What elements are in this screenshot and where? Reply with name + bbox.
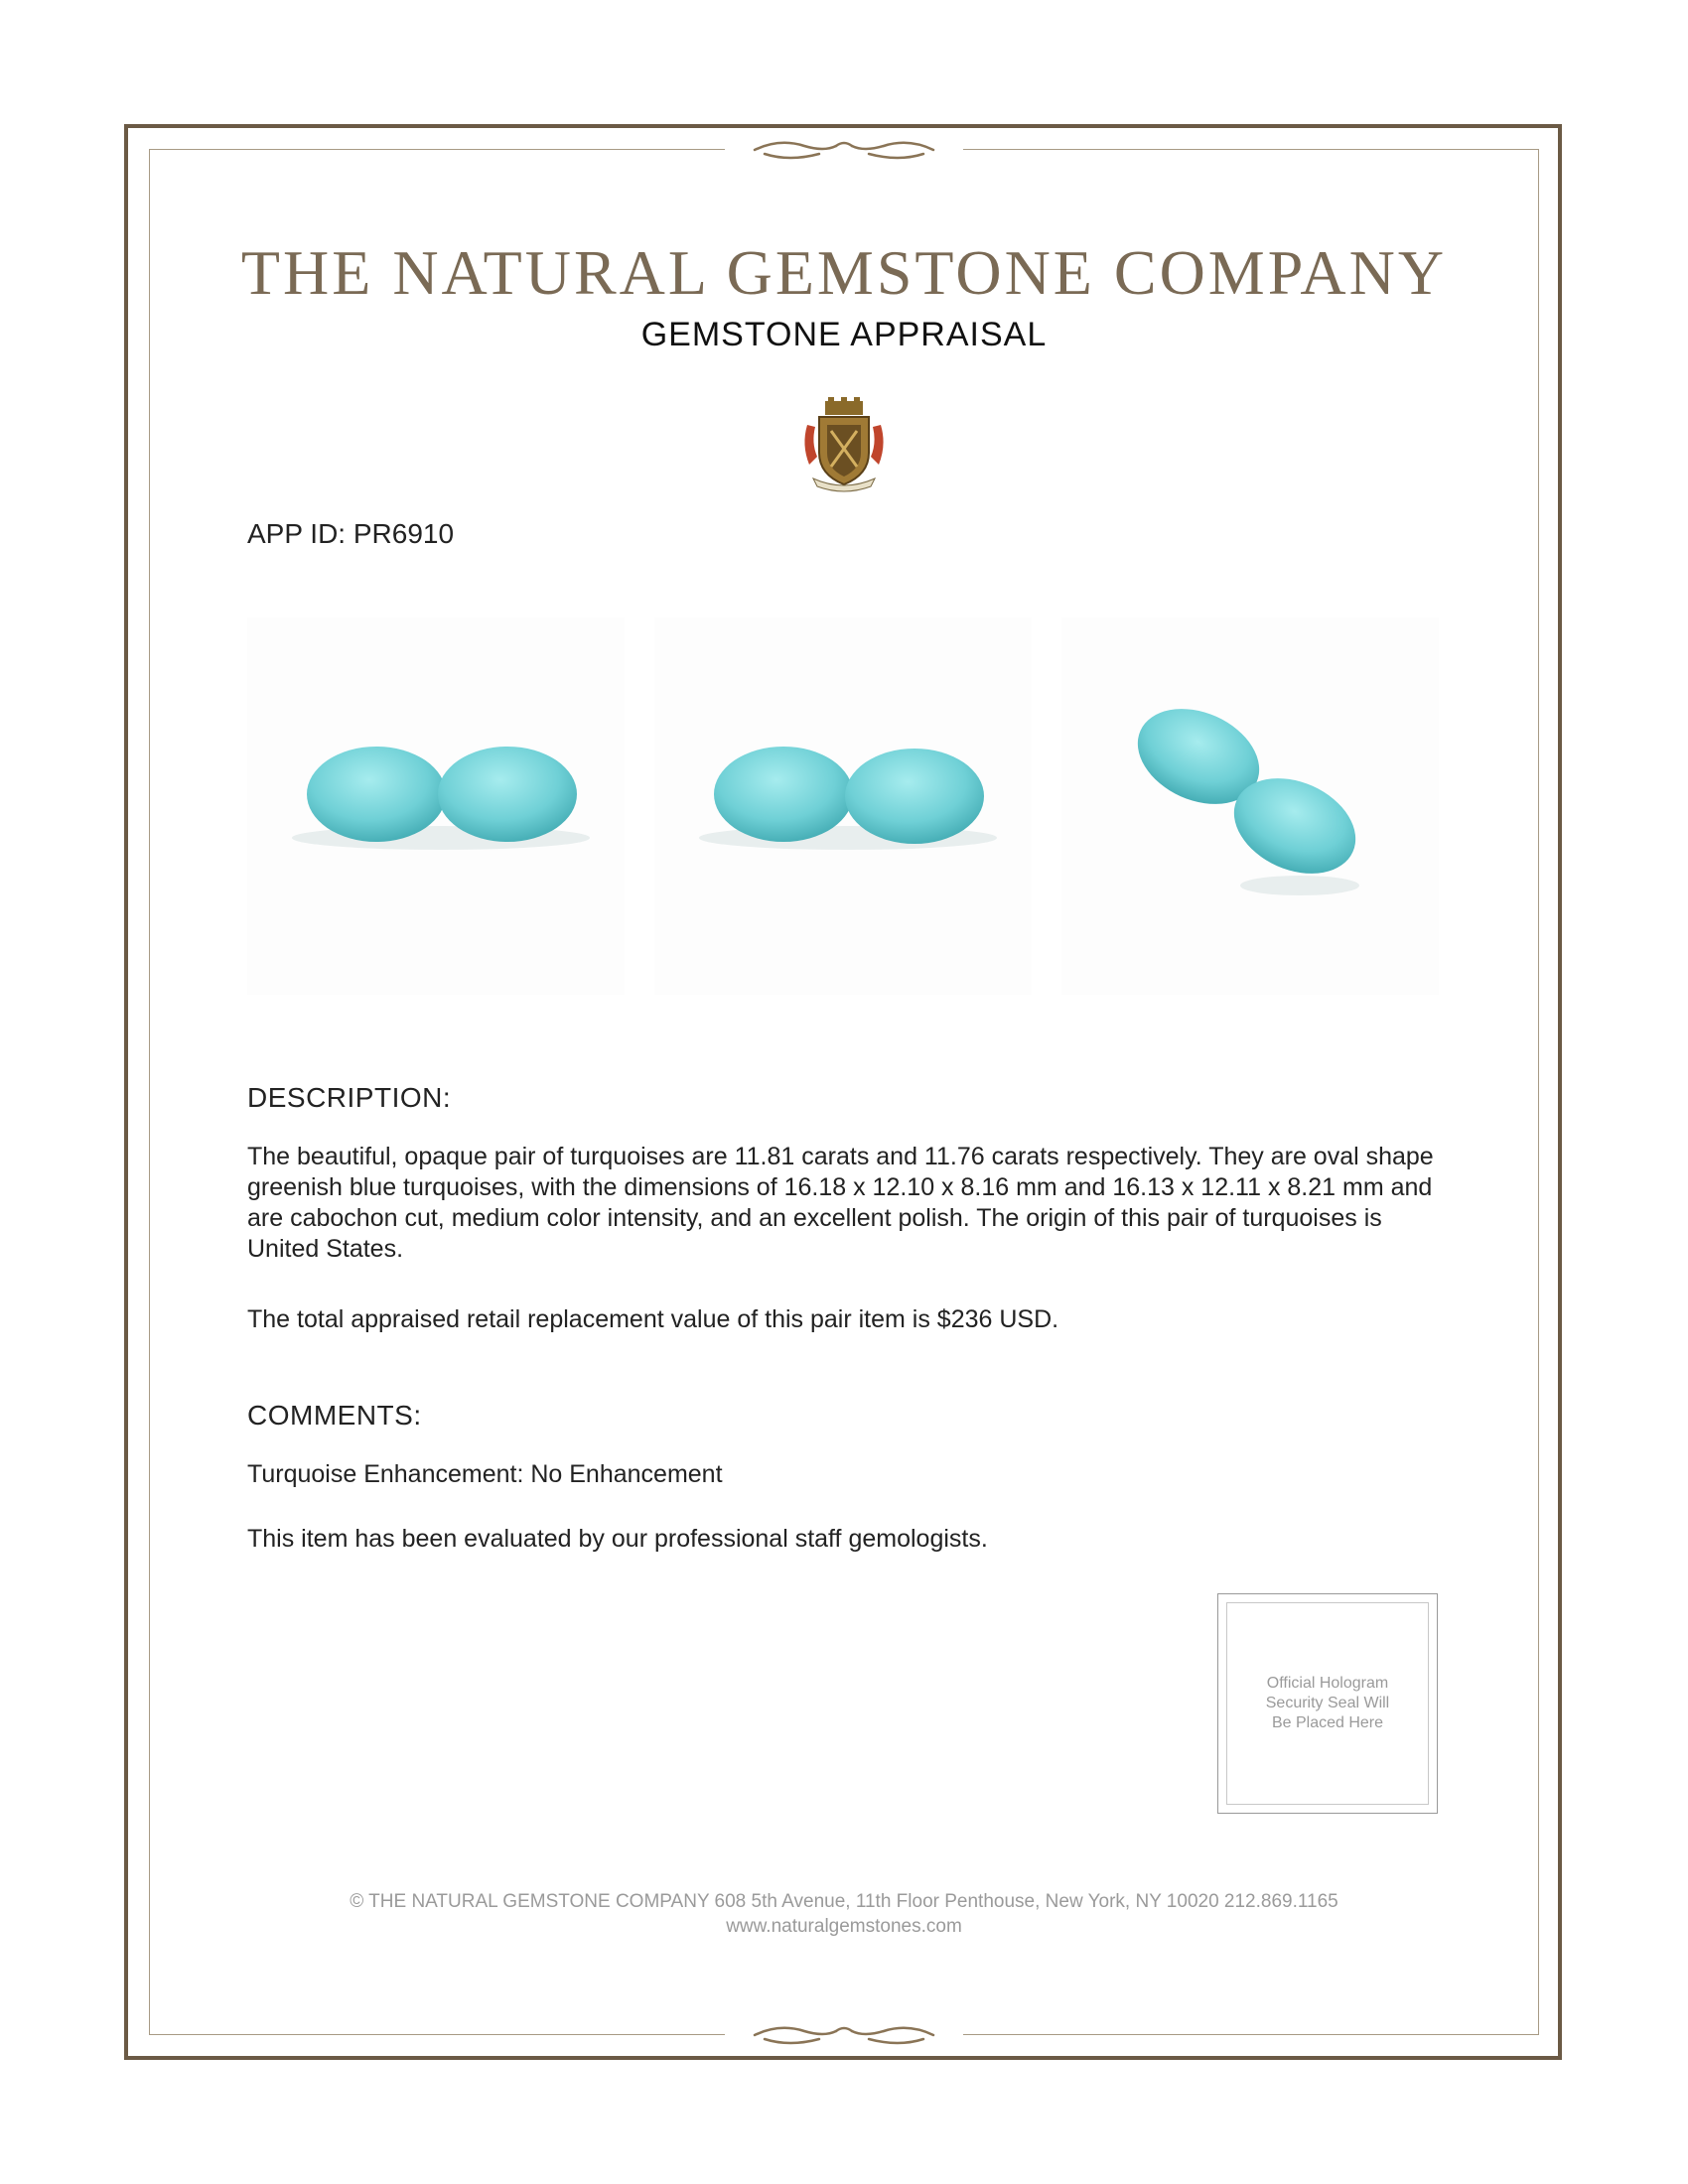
bottom-ornament-icon: [725, 2015, 963, 2055]
app-id: [247, 518, 454, 550]
comments-heading: COMMENTS:: [247, 1400, 422, 1431]
gemstone-photo-3: [1061, 617, 1439, 995]
document-title: GEMSTONE APPRAISAL: [640, 316, 1048, 353]
company-name: THE NATURAL GEMSTONE COMPANY: [240, 237, 1448, 308]
seal-line-2: Security Seal Will: [1265, 1695, 1390, 1711]
enhancement-comment: Turquoise Enhancement: No Enhancement: [247, 1460, 723, 1488]
description-body: The beautiful, opaque pair of turquoises are 11.81 carats and 11.76 carats respectively. They are oval shape greenish blue turquoises, with the dimensions of 16.18 x 12.10 x 8.16 mm and 16.13 x 12.11 x 8.21 mm and are cabochon cut, medium color intensity, and an excellent polish. The origin of this pair of turquoises is United States.: [247, 1143, 1434, 1263]
seal-line-1: Official Hologram: [1266, 1675, 1389, 1692]
gemstone-photo-1: [247, 617, 625, 995]
description-heading: DESCRIPTION:: [247, 1082, 452, 1113]
footer-website: www.naturalgemstones.com: [726, 1916, 962, 1937]
app-id-label: APP ID:: [247, 518, 347, 549]
value-statement: The total appraised retail replacement value of this pair item is $236 USD.: [247, 1305, 1059, 1333]
seal-line-3: Be Placed Here: [1271, 1714, 1384, 1731]
heraldic-crest-icon: [799, 395, 889, 494]
gemstone-photo-2: [654, 617, 1032, 995]
hologram-seal-inner: [1226, 1602, 1429, 1805]
top-ornament-icon: [725, 130, 963, 170]
evaluation-comment: This item has been evaluated by our professional staff gemologists.: [247, 1525, 988, 1553]
hologram-seal-placeholder: [1217, 1593, 1438, 1814]
footer-address: © THE NATURAL GEMSTONE COMPANY 608 5th Avenue, 11th Floor Penthouse, New York, NY 10020 212.869.1165: [350, 1891, 1338, 1912]
gemstone-photos: [247, 617, 1439, 995]
hologram-seal-text: [1253, 1674, 1402, 1733]
app-id-value: PR6910: [352, 518, 455, 549]
